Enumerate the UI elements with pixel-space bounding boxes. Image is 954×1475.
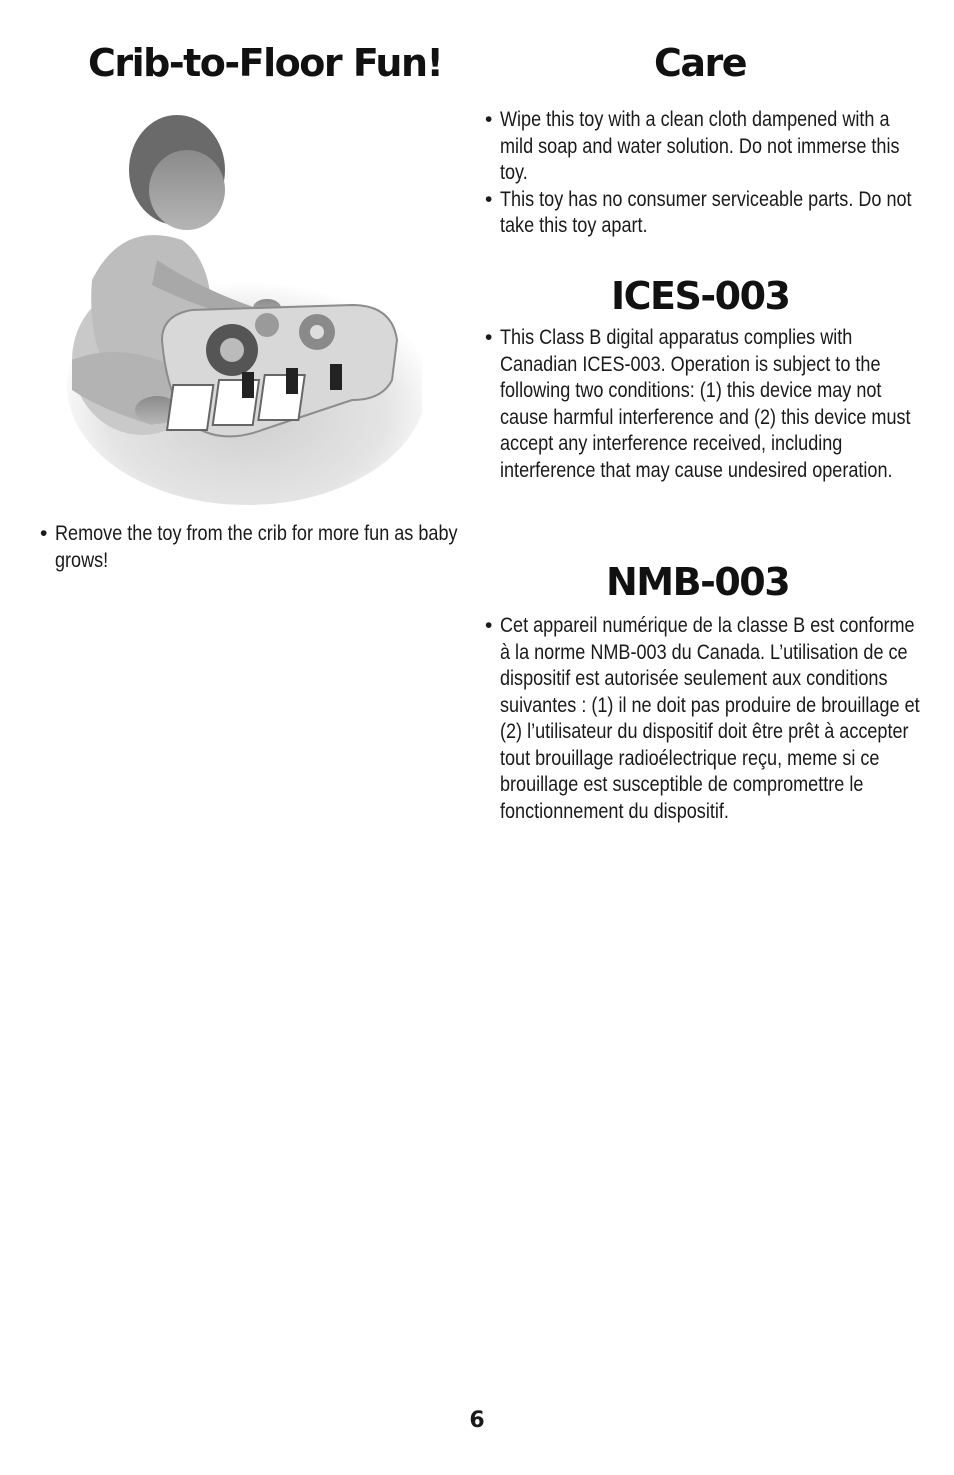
crib-to-floor-section xyxy=(40,521,470,574)
list-item xyxy=(40,521,470,574)
list-item xyxy=(485,613,925,825)
list-item-text: This toy has no consumer serviceable parts. Do not take this toy apart. xyxy=(500,187,912,237)
list-item xyxy=(485,187,925,240)
nmb-bullets xyxy=(485,613,925,825)
bullet-glyph: • xyxy=(485,187,493,211)
crib-to-floor-heading: Crib-to-Floor Fun! xyxy=(88,41,443,85)
nmb-section xyxy=(485,613,925,825)
care-bullets xyxy=(485,107,925,240)
ices-section xyxy=(485,325,925,484)
ices-heading: ICES-003 xyxy=(611,274,790,318)
baby-with-piano-toy-photo xyxy=(62,110,422,505)
bullet-glyph: • xyxy=(40,522,48,545)
bullet-glyph: • xyxy=(485,326,493,349)
list-item-text: Remove the toy from the crib for more fun as baby grows! xyxy=(55,522,458,572)
list-item xyxy=(485,325,925,484)
care-section xyxy=(485,107,925,240)
list-item-text: This Class B digital apparatus complies with Canadian ICES-003. Operation is subject to the following two conditions: (1) this device may not cause harmful interference and (2) this device must accept any interference received, including interference that may cause undesired operation. xyxy=(500,326,911,482)
bullet-glyph: • xyxy=(485,108,493,131)
nmb-heading: NMB-003 xyxy=(606,560,790,604)
bullet-glyph: • xyxy=(485,614,493,637)
list-item-text: Wipe this toy with a clean cloth dampened with a mild soap and water solution. Do not immerse this toy. xyxy=(500,108,900,184)
care-heading: Care xyxy=(654,41,747,85)
list-item xyxy=(485,107,925,187)
ices-bullets xyxy=(485,325,925,484)
list-item-text: Cet appareil numérique de la classe B est conforme à la norme NMB-003 du Canada. L’utilisation de ce dispositif est autorisée seulement aux conditions suivantes : (1) il ne doit pas produire de brouillage et (2) l’utilisateur du dispositif doit être prêt à accepter tout brouillage radioélectrique reçu, meme si ce brouillage est susceptible de compromettre le fonctionnement du dispositif. xyxy=(500,614,920,823)
crib-to-floor-bullets xyxy=(40,521,470,574)
page-number: 6 xyxy=(469,1408,485,1433)
